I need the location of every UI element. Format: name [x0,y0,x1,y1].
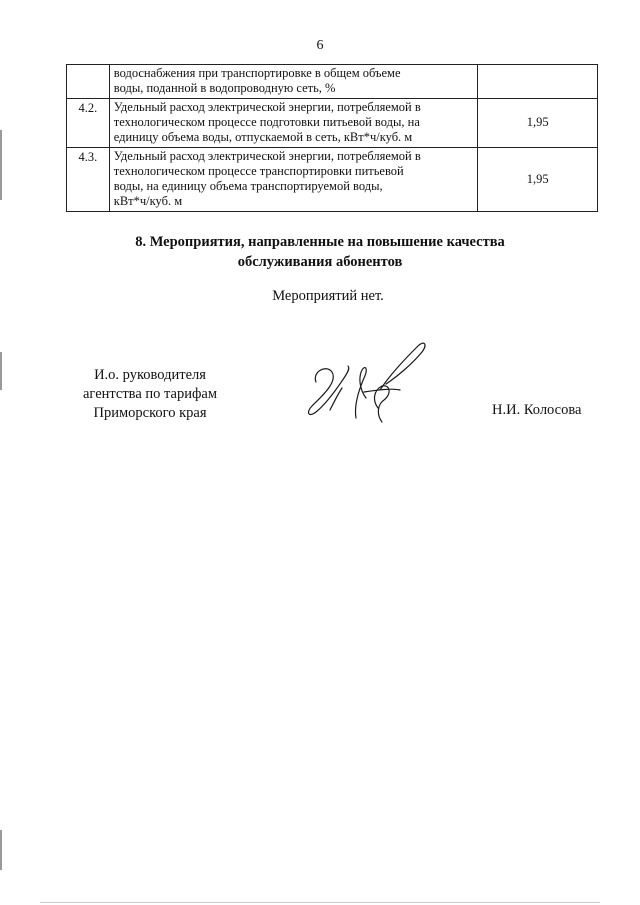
row-description [109,65,478,99]
page-number: 6 [316,38,324,53]
section-title [0,232,640,272]
row-value: 1,95 [478,148,598,212]
row-description-line: технологическом процессе транспортировки питьевой [113,164,404,178]
signer-title-line: агентства по тарифам [83,386,217,402]
row-description-line: кВт*ч/куб. м [113,194,183,208]
table-row [67,99,598,148]
row-number [67,65,110,99]
signer-title-line: И.о. руководителя [94,367,206,383]
handwritten-signature [282,332,442,428]
row-description-line: воды, на единицу объема транспортируемой воды, [113,179,383,193]
table-row [67,65,598,99]
row-description-line: Удельный расход электрической энергии, потребляемой в [113,100,421,114]
row-description-line: единицу объема воды, отпускаемой в сеть, кВт*ч/куб. м [113,130,413,144]
scan-edge-mark [0,352,2,390]
row-description-line: воды, поданной в водопроводную сеть, % [113,81,336,95]
section-title-line: 8. Мероприятия, направленные на повышение качества [135,234,505,250]
row-number: 4.3. [67,148,110,212]
indicators-table [66,64,598,212]
section-title-line: обслуживания абонентов [237,254,403,270]
row-description-line: технологическом процессе подготовки питьевой воды, на [113,115,420,129]
row-description-line: водоснабжения при транспортировке в общем объеме [113,66,401,80]
section-body: Мероприятий нет. [272,288,384,304]
row-description-line: Удельный расход электрической энергии, потребляемой в [113,149,421,163]
row-value [478,65,598,99]
row-value: 1,95 [478,99,598,148]
scan-edge-mark [0,830,2,870]
row-description [109,148,478,212]
scan-edge-mark [0,130,2,200]
scan-bottom-edge [40,902,600,903]
signer-title [50,366,250,423]
signer-title-line: Приморского края [93,405,207,421]
row-number: 4.2. [67,99,110,148]
row-description [109,99,478,148]
table-row [67,148,598,212]
signer-name: Н.И. Колосова [492,402,582,418]
